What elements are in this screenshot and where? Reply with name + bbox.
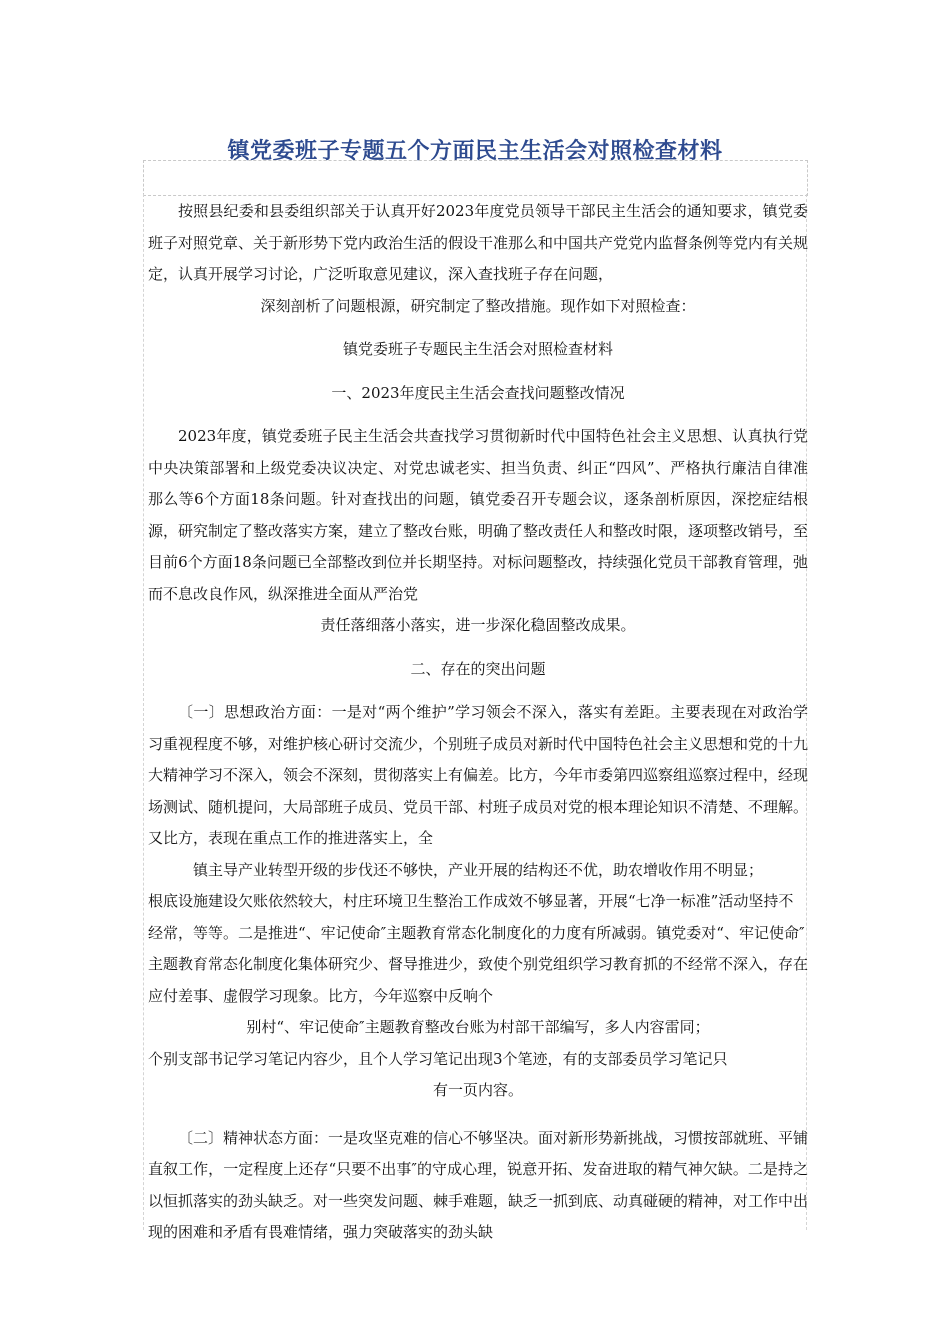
section1-paragraph-end: 责任落细落小落实，进一步深化稳固整改成果。 — [320, 616, 636, 634]
document-title: 镇党委班子专题五个方面民主生活会对照检查材料 — [227, 139, 723, 164]
frame-left-border — [143, 194, 144, 1230]
item1-paragraph: 〔一〕思想政治方面：一是对“两个维护”学习领会不深入，落实有差距。主要表现在对政治学习重视程度不够，对维护核心研讨交流少，个别班子成员对新时代中国特色社会主义思想和党的十九大精神学习不深入，领会不深刻，贯彻落实上有偏差。比方，今年市委第四巡察组巡察过程中，经现场测试、随机提问，大局部班子成员、党员干部、村班子成员对党的根本理论知识不清楚、不理解。又比方，表现在重点工作的推进落实上，全 — [148, 703, 809, 847]
item1-line-e: 个别支部书记学习笔记内容少，且个人学习笔记出现3个笔迹，有的支部委员学习笔记只 — [148, 1049, 728, 1068]
item1-line-f: 有一页内容。 — [432, 1081, 523, 1099]
item1-line-d: 别村“、牢记使命″主题教育整改台账为村部干部编写，多人内容雷同； — [246, 1018, 710, 1036]
item1-paragraph-cont: 根底设施建设欠账依然较大，村庄环境卫生整治工作成效不够显著，开展“七净一标准”活动坚持不经常，等等。二是推进“、牢记使命″主题教育常态化制度化的力度有所减弱。镇党委对“、牢记使命″主题教育常态化制度化集体研究少、督导推进少，致使个别党组织学习教育抓的不经常不深入，存在应付差事、虚假学习现象。比方，今年巡察中反响个 — [148, 892, 809, 1005]
item1-line-b: 镇主导产业转型开级的步伐还不够快，产业开展的结构还不优，助农增收作用不明显； — [192, 860, 763, 879]
intro-paragraph: 按照县纪委和县委组织部关于认真开好2023年度党员领导干部民主生活会的通知要求，镇党委班子对照党章、关于新形势下党内政治生活的假设干准那么和中国共产党党内监督条例等党内有关规定，认真开展学习讨论，广泛听取意见建议，深入查找班子存在问题， — [148, 202, 809, 283]
item2-paragraph: 〔二〕精神状态方面：一是攻坚克难的信心不够坚决。面对新形势新挑战，习惯按部就班、平铺直叙工作，一定程度上还存“只要不出事″的守成心理，锐意开拓、发奋进取的精气神欠缺。二是持之以恒抓落实的劲头缺乏。对一些突发问题、棘手难题，缺乏一抓到底、动真碰硬的精神，对工作中出现的困难和矛盾有畏难情绪，强力突破落实的劲头缺 — [148, 1128, 809, 1241]
section1-paragraph: 2023年度，镇党委班子民主生活会共查找学习贯彻新时代中国特色社会主义思想、认真执行党中央决策部署和上级党委决议决定、对党忠诚老实、担当负责、纠正“四风”、严格执行廉洁自律准那么等6个方面18条问题。针对查找出的问题，镇党委召开专题会议，逐条剖析原因，深挖症结根源，研究制定了整改落实方案，建立了整改台账，明确了整改责任人和整改时限，逐项整改销号，至目前6个方面18条问题已全部整改到位并长期坚持。对标问题整改，持续强化党员干部教育管理，弛而不息改良作风，纵深推进全面从严治党 — [148, 427, 809, 603]
intro-paragraph-end: 深刻剖析了问题根源，研究制定了整改措施。现作如下对照检查： — [260, 296, 696, 315]
section2-heading: 二、存在的突出问题 — [410, 659, 546, 678]
section1-heading: 一、2023年度民主生活会查找问题整改情况 — [331, 383, 625, 402]
subtitle: 镇党委班子专题民主生活会对照检查材料 — [342, 340, 613, 358]
document-body — [148, 196, 808, 1249]
title-dashed-box — [143, 160, 808, 196]
